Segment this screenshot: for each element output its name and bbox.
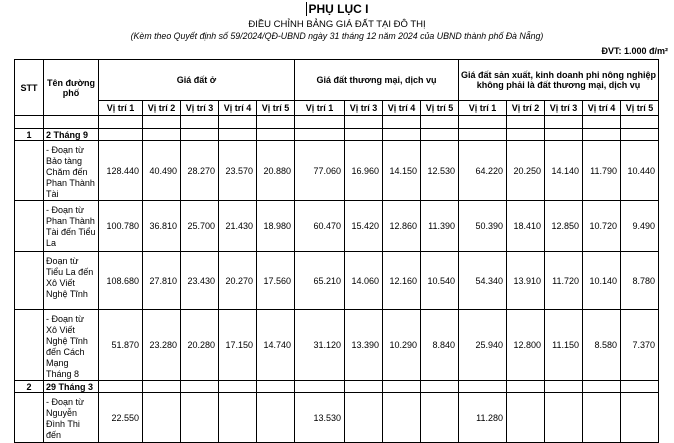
price-cell: 65.210 bbox=[295, 252, 345, 310]
table-row bbox=[15, 252, 659, 310]
header-position: Vị trí 2 bbox=[143, 101, 181, 116]
price-cell: 64.220 bbox=[459, 141, 507, 201]
price-cell: 10.440 bbox=[621, 141, 659, 201]
price-cell: 15.420 bbox=[345, 201, 383, 252]
price-cell bbox=[507, 393, 545, 443]
price-cell: 14.060 bbox=[345, 252, 383, 310]
group-stt: 2 bbox=[15, 381, 44, 393]
price-cell: 20.880 bbox=[257, 141, 295, 201]
header-position: Vị trí 2 bbox=[507, 101, 545, 116]
price-cell bbox=[583, 393, 621, 443]
price-cell: 13.390 bbox=[345, 310, 383, 381]
street-group-row bbox=[15, 129, 659, 141]
price-cell: 23.430 bbox=[181, 252, 219, 310]
price-cell: 8.580 bbox=[583, 310, 621, 381]
price-cell bbox=[345, 393, 383, 443]
price-cell: 7.370 bbox=[621, 310, 659, 381]
header-position: Vị trí 5 bbox=[621, 101, 659, 116]
price-cell: 10.540 bbox=[421, 252, 459, 310]
price-cell: 40.490 bbox=[143, 141, 181, 201]
price-cell: 23.570 bbox=[219, 141, 257, 201]
header-commercial: Giá đất thương mại, dịch vụ bbox=[295, 60, 459, 101]
price-cell: 17.150 bbox=[219, 310, 257, 381]
price-cell: 23.280 bbox=[143, 310, 181, 381]
price-cell: 14.140 bbox=[545, 141, 583, 201]
header-position: Vị trí 3 bbox=[545, 101, 583, 116]
price-cell: 11.390 bbox=[421, 201, 459, 252]
appendix-title: PHỤ LỤC I bbox=[0, 2, 674, 16]
price-cell: 77.060 bbox=[295, 141, 345, 201]
header-production: Giá đất sản xuất, kinh doanh phi nông nghiệp không phải là đất thương mại, dịch vụ bbox=[459, 60, 659, 101]
street-group-row bbox=[15, 381, 659, 393]
header-position: Vị trí 1 bbox=[99, 101, 143, 116]
price-cell: 12.850 bbox=[545, 201, 583, 252]
price-cell: 13.910 bbox=[507, 252, 545, 310]
price-cell: 9.490 bbox=[621, 201, 659, 252]
group-name: 29 Tháng 3 bbox=[44, 381, 99, 393]
price-cell: 14.150 bbox=[383, 141, 421, 201]
table-row bbox=[15, 393, 659, 443]
header-position: Vị trí 4 bbox=[219, 101, 257, 116]
price-cell bbox=[621, 393, 659, 443]
price-cell: 20.280 bbox=[181, 310, 219, 381]
price-cell: 108.680 bbox=[99, 252, 143, 310]
price-cell bbox=[421, 393, 459, 443]
price-cell: 12.860 bbox=[383, 201, 421, 252]
header-position: Vị trí 3 bbox=[345, 101, 383, 116]
price-cell: 18.980 bbox=[257, 201, 295, 252]
header-position: Vị trí 3 bbox=[181, 101, 219, 116]
price-cell: 36.810 bbox=[143, 201, 181, 252]
price-cell: 11.280 bbox=[459, 393, 507, 443]
price-cell: 27.810 bbox=[143, 252, 181, 310]
group-name: 2 Tháng 9 bbox=[44, 129, 99, 141]
header-stt: STT bbox=[15, 60, 44, 116]
price-cell: 54.340 bbox=[459, 252, 507, 310]
price-cell: 10.140 bbox=[583, 252, 621, 310]
land-price-table bbox=[14, 59, 659, 443]
group-stt: 1 bbox=[15, 129, 44, 141]
table-row bbox=[15, 201, 659, 252]
price-cell: 60.470 bbox=[295, 201, 345, 252]
price-cell: 12.160 bbox=[383, 252, 421, 310]
price-cell: 20.250 bbox=[507, 141, 545, 201]
table-row bbox=[15, 141, 659, 201]
header-position: Vị trí 4 bbox=[583, 101, 621, 116]
price-cell: 8.780 bbox=[621, 252, 659, 310]
price-cell: 100.780 bbox=[99, 201, 143, 252]
decision-reference: (Kèm theo Quyết định số 59/2024/QĐ-UBND ngày 31 tháng 12 năm 2024 của UBND thành phố Đà Nẵng) bbox=[130, 31, 544, 41]
table-row bbox=[15, 310, 659, 381]
price-cell: 28.270 bbox=[181, 141, 219, 201]
price-cell: 17.560 bbox=[257, 252, 295, 310]
price-cell bbox=[181, 393, 219, 443]
price-cell: 10.290 bbox=[383, 310, 421, 381]
price-cell bbox=[545, 393, 583, 443]
header-position: Vị trí 5 bbox=[421, 101, 459, 116]
price-cell: 11.720 bbox=[545, 252, 583, 310]
price-cell: 20.270 bbox=[219, 252, 257, 310]
spacer-row bbox=[15, 116, 659, 129]
price-cell: 21.430 bbox=[219, 201, 257, 252]
header-position: Vị trí 1 bbox=[459, 101, 507, 116]
price-cell bbox=[257, 393, 295, 443]
price-cell: 128.440 bbox=[99, 141, 143, 201]
price-cell: 31.120 bbox=[295, 310, 345, 381]
price-cell: 16.960 bbox=[345, 141, 383, 201]
price-cell: 11.150 bbox=[545, 310, 583, 381]
header-street: Tên đường phố bbox=[44, 60, 99, 116]
header-position: Vị trí 1 bbox=[295, 101, 345, 116]
price-cell: 25.940 bbox=[459, 310, 507, 381]
price-cell: 12.800 bbox=[507, 310, 545, 381]
header-position: Vị trí 5 bbox=[257, 101, 295, 116]
price-cell bbox=[383, 393, 421, 443]
header-position: Vị trí 4 bbox=[383, 101, 421, 116]
appendix-subtitle: ĐIỀU CHỈNH BẢNG GIÁ ĐẤT TẠI ĐÔ THỊ bbox=[248, 19, 426, 30]
price-cell bbox=[143, 393, 181, 443]
price-cell bbox=[219, 393, 257, 443]
segment-name: Đoạn từ Tiểu La đến Xô Viết Nghệ Tĩnh bbox=[44, 252, 99, 310]
price-cell: 50.390 bbox=[459, 201, 507, 252]
segment-name: - Đoạn từ Bảo tàng Chăm đến Phan Thành Tài bbox=[44, 141, 99, 201]
segment-name: - Đoạn từ Xô Viết Nghệ Tĩnh đến Cách Mạng Tháng 8 bbox=[44, 310, 99, 381]
header-residential: Giá đất ở bbox=[99, 60, 295, 101]
price-cell: 14.740 bbox=[257, 310, 295, 381]
price-cell: 11.790 bbox=[583, 141, 621, 201]
price-cell: 18.410 bbox=[507, 201, 545, 252]
segment-name: - Đoạn từ Nguyễn Đình Thi đến bbox=[44, 393, 99, 443]
price-cell: 10.720 bbox=[583, 201, 621, 252]
price-cell: 25.700 bbox=[181, 201, 219, 252]
unit-label: ĐVT: 1.000 đ/m² bbox=[601, 46, 668, 56]
price-cell: 22.550 bbox=[99, 393, 143, 443]
price-cell: 51.870 bbox=[99, 310, 143, 381]
segment-name: - Đoạn từ Phan Thành Tài đến Tiểu La bbox=[44, 201, 99, 252]
price-cell: 12.530 bbox=[421, 141, 459, 201]
price-cell: 8.840 bbox=[421, 310, 459, 381]
price-cell: 13.530 bbox=[295, 393, 345, 443]
